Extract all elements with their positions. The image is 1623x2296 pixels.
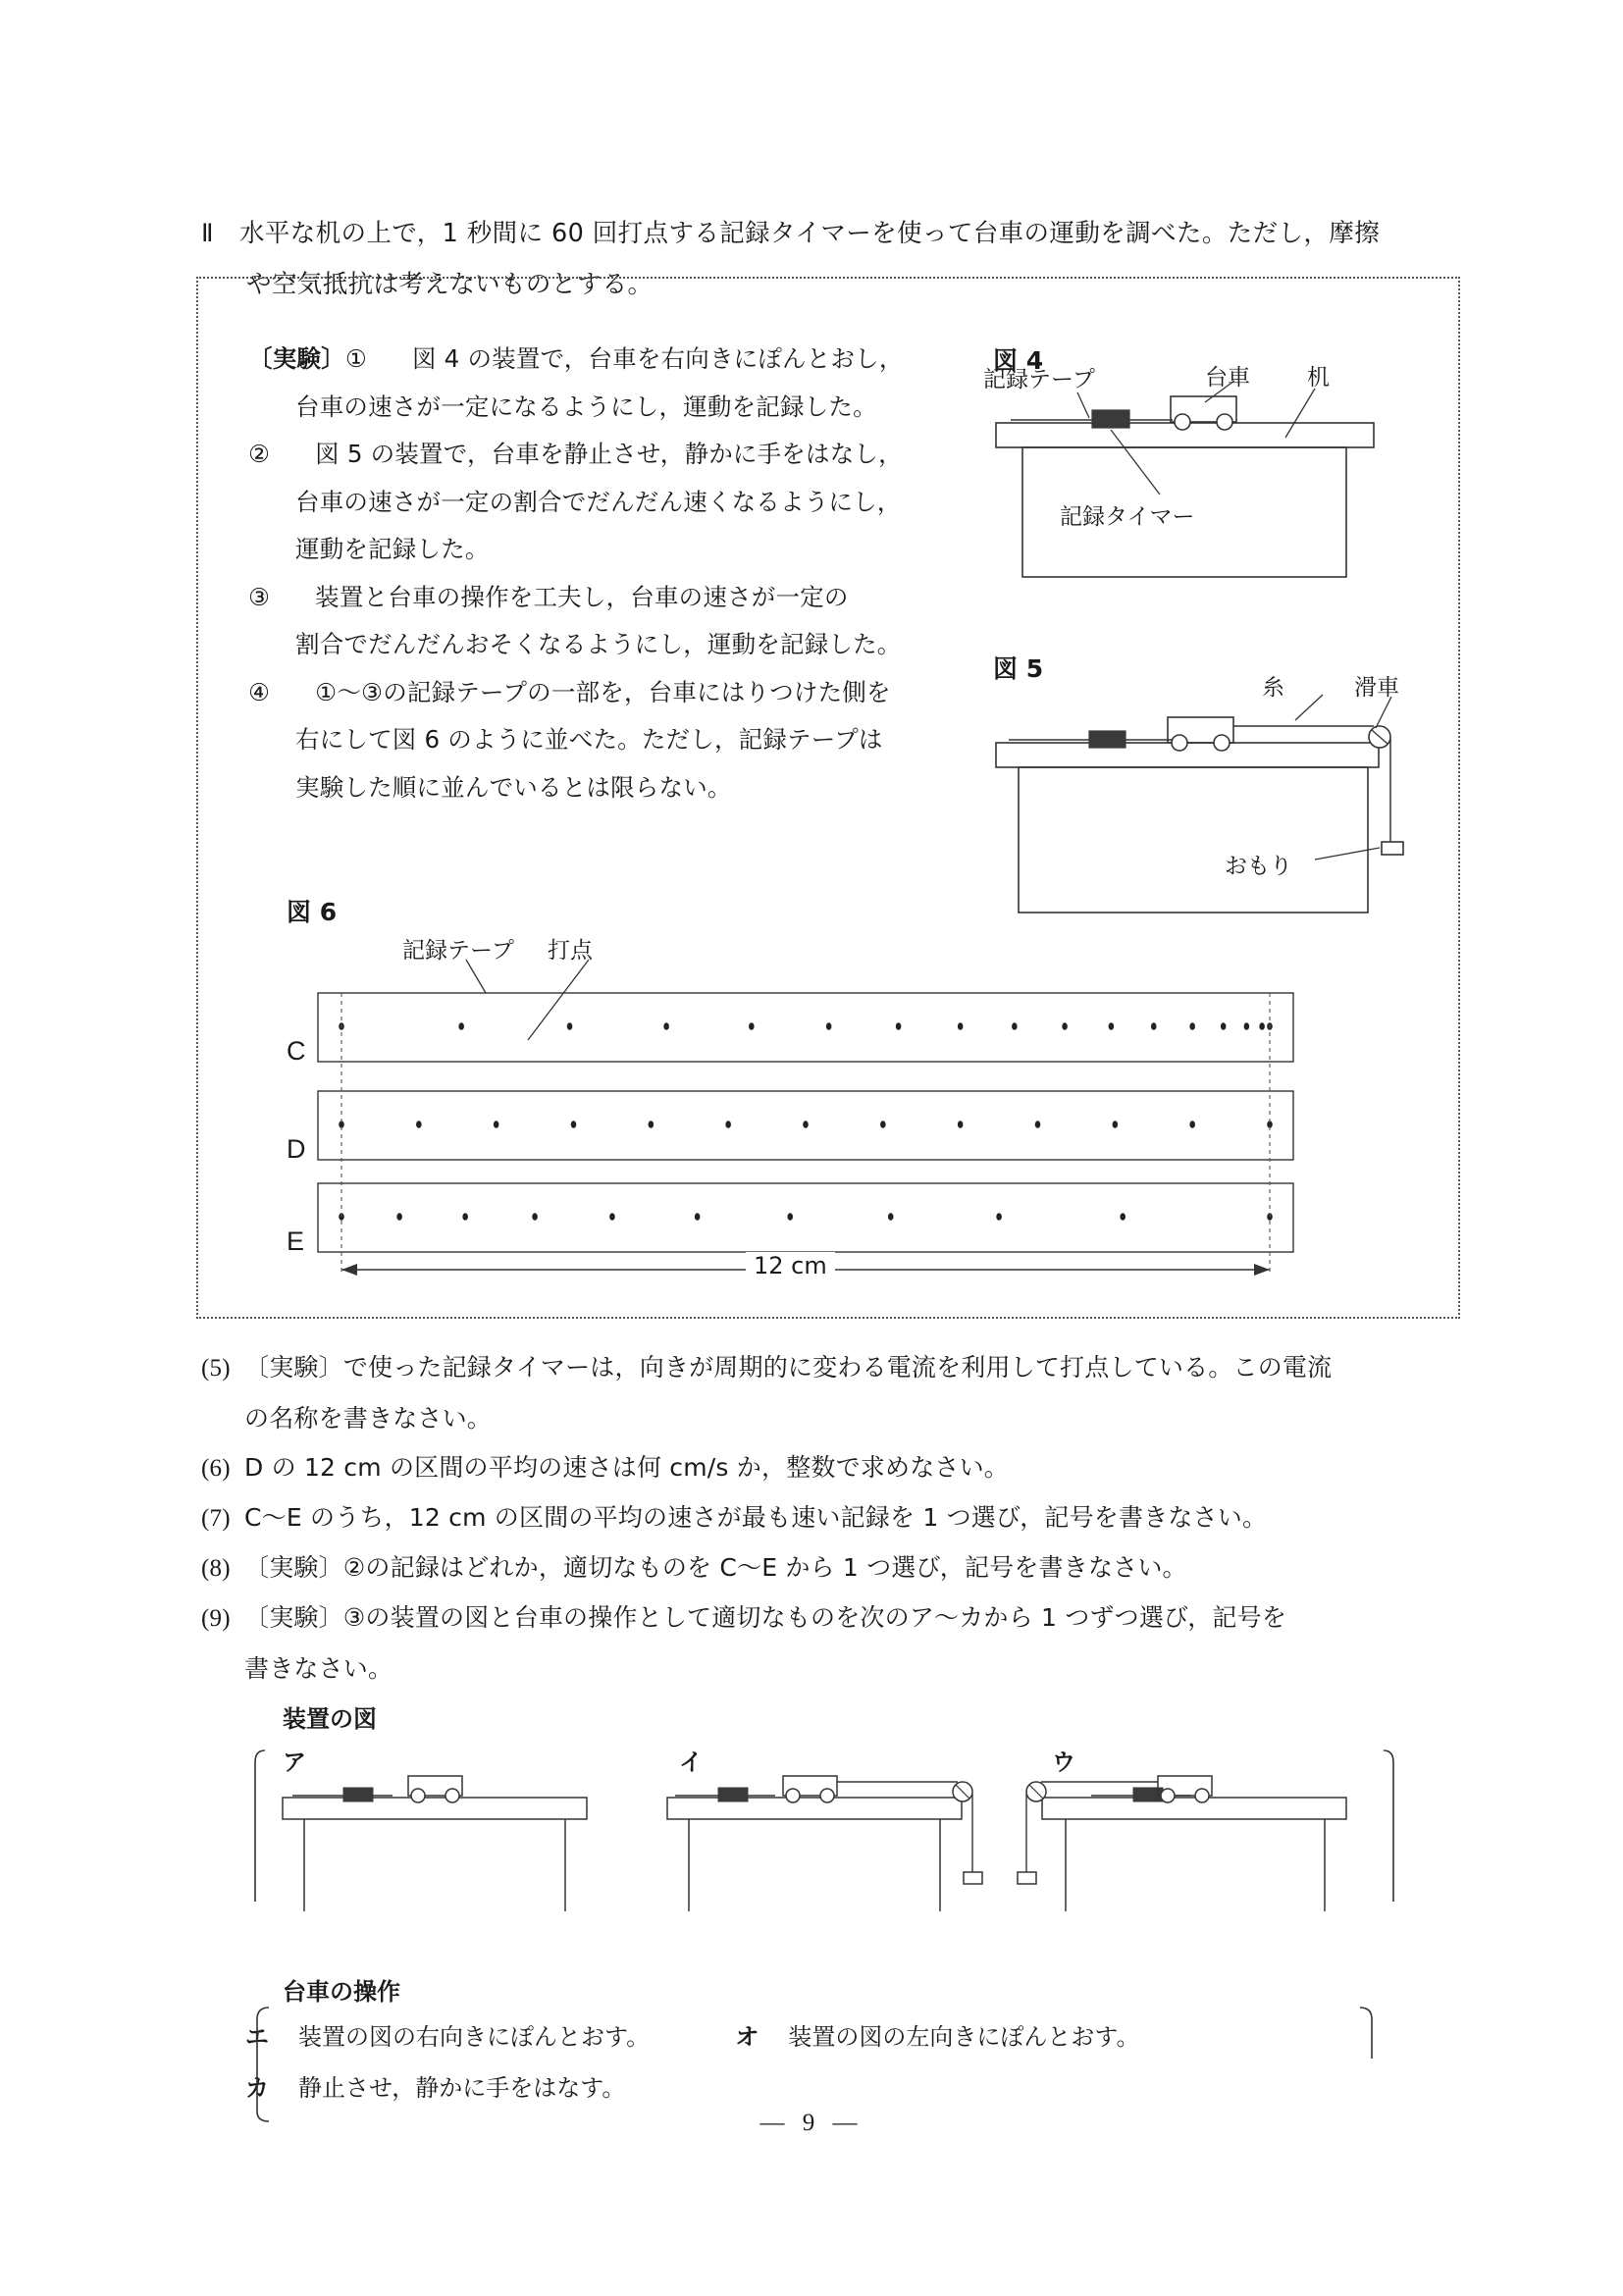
experiment-item-1-text-1: 図 4 の装置で，台車を右向きにぽんとおし， <box>411 344 904 373</box>
tape-dot <box>725 1121 731 1128</box>
intro-line-2: や空気抵抗は考えないものとする。 <box>246 270 654 299</box>
operation-mark-e: エ <box>245 2023 269 2051</box>
experiment-item-3-line-2: 割合でだんだんおそくなるようにし，運動を記録した。 <box>295 630 902 658</box>
tape-label-d: D <box>287 1134 306 1164</box>
question-8-number: (8) <box>201 1555 231 1582</box>
record-timer-block <box>1092 410 1129 428</box>
experiment-item-4-text-1: ①〜③の記録テープの一部を，台車にはりつけた側を <box>315 677 891 706</box>
tape-dot <box>416 1121 422 1128</box>
figure4-label-cart: 台車 <box>1205 365 1250 391</box>
tape-dot <box>1221 1022 1227 1030</box>
apparatus-choice-i[interactable] <box>667 1776 982 1911</box>
figure5-label-weight: おもり <box>1225 854 1292 879</box>
experiment-item-3-mark: ③ <box>248 582 271 611</box>
tape-dot <box>787 1213 793 1221</box>
tape-dot <box>958 1121 964 1128</box>
experiment-item-2-line-3: 運動を記録した。 <box>295 535 490 563</box>
intro-line-1: 水平な机の上で，1 秒間に 60 回打点する記録タイマーを使って台車の運動を調べた。ただし，摩擦 <box>238 219 1381 248</box>
tape-dot <box>532 1213 538 1221</box>
question-8 <box>201 1542 1457 1593</box>
experiment-item-2-text-1: 図 5 の装置で，台車を静止させ，静かに手をはなし， <box>315 440 903 468</box>
question-5-number: (5) <box>201 1355 231 1382</box>
apparatus-choices <box>245 1737 1403 1913</box>
tape-dot <box>1259 1022 1265 1030</box>
tape-dot <box>803 1121 809 1128</box>
tape-dot <box>609 1213 615 1221</box>
question-8-line-1: 〔実験〕②の記録はどれか，適切なものを C〜E から 1 つ選び，記号を書きなさい。 <box>244 1553 1187 1582</box>
experiment-item-4-line-1 <box>248 669 935 717</box>
question-6-line-1: D の 12 cm の区間の平均の速さは何 cm/s か，整数で求めなさい。 <box>244 1453 1009 1482</box>
question-9-line-1: 〔実験〕③の装置の図と台車の操作として適切なものを次のア〜カから 1 つずつ選び，記号を <box>244 1603 1287 1632</box>
operation-choices-heading: 台車の操作 <box>283 1978 400 2006</box>
section-numeral: Ⅱ <box>201 219 214 247</box>
leader-weight <box>1315 848 1380 860</box>
desk-top-slab <box>996 743 1379 767</box>
tape-dot <box>571 1121 577 1128</box>
leader-desk <box>1285 389 1315 438</box>
tape-dot <box>1062 1022 1068 1030</box>
tape-dot <box>695 1213 701 1221</box>
leader-tape <box>466 960 486 993</box>
experiment-item-4-line-2: 右にして図 6 のように並べた。ただし，記録テープは <box>295 725 883 754</box>
experiment-item-1-mark: ① <box>344 344 367 373</box>
question-7-number: (7) <box>201 1505 231 1532</box>
operation-bracket-pair <box>245 2002 1384 2127</box>
tape-dot <box>1012 1022 1018 1030</box>
bracket-right <box>1384 1750 1393 1902</box>
leader-dot <box>528 960 589 1040</box>
weight-block <box>1382 842 1403 855</box>
figure4-label-tape: 記録テープ <box>983 367 1095 392</box>
operation-mark-o: オ <box>735 2023 759 2051</box>
tape-dot <box>896 1022 902 1030</box>
tape-dot <box>567 1022 573 1030</box>
question-5-line-2: の名称を書きなさい。 <box>244 1404 493 1433</box>
tape-dot <box>1113 1121 1119 1128</box>
tape-dot <box>996 1213 1002 1221</box>
tape-dot <box>1120 1213 1126 1221</box>
experiment-item-2-mark: ② <box>248 440 271 468</box>
question-6-number: (6) <box>201 1455 231 1482</box>
question-5 <box>201 1342 1457 1443</box>
figure6-label-tape: 記録テープ <box>402 938 514 964</box>
tape-strip <box>318 993 1293 1062</box>
operation-text-ka[interactable]: 静止させ，静かに手をはなす。 <box>298 2074 626 2102</box>
figure4-title: 図 4 <box>993 346 1044 375</box>
apparatus-choices-heading: 装置の図 <box>283 1705 377 1733</box>
tape-dot <box>494 1121 499 1128</box>
tape-dot <box>462 1213 468 1221</box>
question-7 <box>201 1492 1457 1543</box>
choice-mark-a: ア <box>283 1748 306 1776</box>
tape-dot <box>826 1022 832 1030</box>
experiment-heading: 〔実験〕 <box>248 344 345 373</box>
leader-timer <box>1111 430 1160 495</box>
record-timer-block <box>1089 731 1126 748</box>
question-7-line-1: C〜E のうち，12 cm の区間の平均の速さが最も速い記録を 1 つ選び，記号を書きなさい。 <box>244 1503 1268 1532</box>
operation-text-o[interactable]: 装置の図の左向きにぽんとおす。 <box>788 2023 1140 2051</box>
tape-dot <box>1189 1121 1195 1128</box>
experiment-item-2-line-1 <box>248 431 935 479</box>
apparatus-choice-a[interactable] <box>283 1776 587 1911</box>
tape-dot <box>1151 1022 1157 1030</box>
leader-string <box>1295 695 1323 720</box>
leader-tape <box>1077 392 1089 418</box>
bracket-left <box>257 2008 269 2121</box>
experiment-text <box>248 336 935 811</box>
tape-dot <box>663 1022 669 1030</box>
tape-dot <box>888 1213 894 1221</box>
tape-dot <box>1035 1121 1041 1128</box>
tape-dot <box>1189 1022 1195 1030</box>
figure5-title: 図 5 <box>993 654 1044 683</box>
question-5-line-1: 〔実験〕で使った記録タイマーは，向きが周期的に変わる電流を利用して打点している。この電流 <box>244 1353 1333 1382</box>
choice-mark-u: ウ <box>1052 1748 1075 1776</box>
figure5-label-string: 糸 <box>1262 675 1284 701</box>
figure4-label-desk: 机 <box>1307 365 1330 391</box>
tape-label-c: C <box>287 1036 306 1066</box>
cart-wheel-right <box>1214 735 1230 751</box>
tape-dot <box>649 1121 654 1128</box>
experiment-item-1-line-1 <box>248 336 935 384</box>
question-9-line-2: 書きなさい。 <box>244 1654 393 1683</box>
experiment-item-2-line-2: 台車の速さが一定の割合でだんだん速くなるようにし， <box>295 487 902 516</box>
figure6-dimension-label: 12 cm <box>746 1252 835 1279</box>
question-6 <box>201 1442 1457 1493</box>
question-9 <box>201 1592 1457 1694</box>
tape-dot <box>458 1022 464 1030</box>
figure6-diagram <box>285 891 1325 1303</box>
operation-mark-ka: カ <box>245 2074 269 2102</box>
cart-wheel-left <box>1175 414 1190 430</box>
figure4-diagram <box>983 341 1433 626</box>
operation-text-e[interactable]: 装置の図の右向きにぽんとおす。 <box>298 2023 651 2051</box>
experiment-item-4-mark: ④ <box>248 677 271 706</box>
cart-wheel-right <box>1217 414 1232 430</box>
figure6-title: 図 6 <box>287 898 338 926</box>
tape-dot <box>749 1022 755 1030</box>
figure6-label-dot: 打点 <box>548 938 593 964</box>
choice-mark-i: イ <box>679 1748 703 1776</box>
figure4-label-timer: 記録タイマー <box>1060 504 1195 530</box>
cart-wheel-left <box>1172 735 1187 751</box>
apparatus-choice-u[interactable] <box>1018 1776 1346 1911</box>
tape-dot <box>1109 1022 1115 1030</box>
page-number: — 9 — <box>759 2110 864 2136</box>
tape-label-e: E <box>287 1226 305 1256</box>
figure5-label-pulley: 滑車 <box>1354 675 1399 701</box>
tape-dot <box>1244 1022 1250 1030</box>
dimension-12cm <box>341 993 1270 1276</box>
bracket-left <box>255 1750 265 1902</box>
tape-dot <box>396 1213 402 1221</box>
tape-dot <box>958 1022 964 1030</box>
experiment-item-3-text-1: 装置と台車の操作を工夫し，台車の速さが一定の <box>315 582 849 611</box>
question-9-number: (9) <box>201 1605 231 1632</box>
experiment-item-3-line-1 <box>248 574 935 622</box>
bracket-right <box>1360 2008 1372 2059</box>
tape-dot <box>880 1121 886 1128</box>
experiment-item-1-line-2: 台車の速さが一定になるようにし，運動を記録した。 <box>295 391 877 421</box>
experiment-item-4-line-3: 実験した順に並んでいるとは限らない。 <box>295 772 732 802</box>
